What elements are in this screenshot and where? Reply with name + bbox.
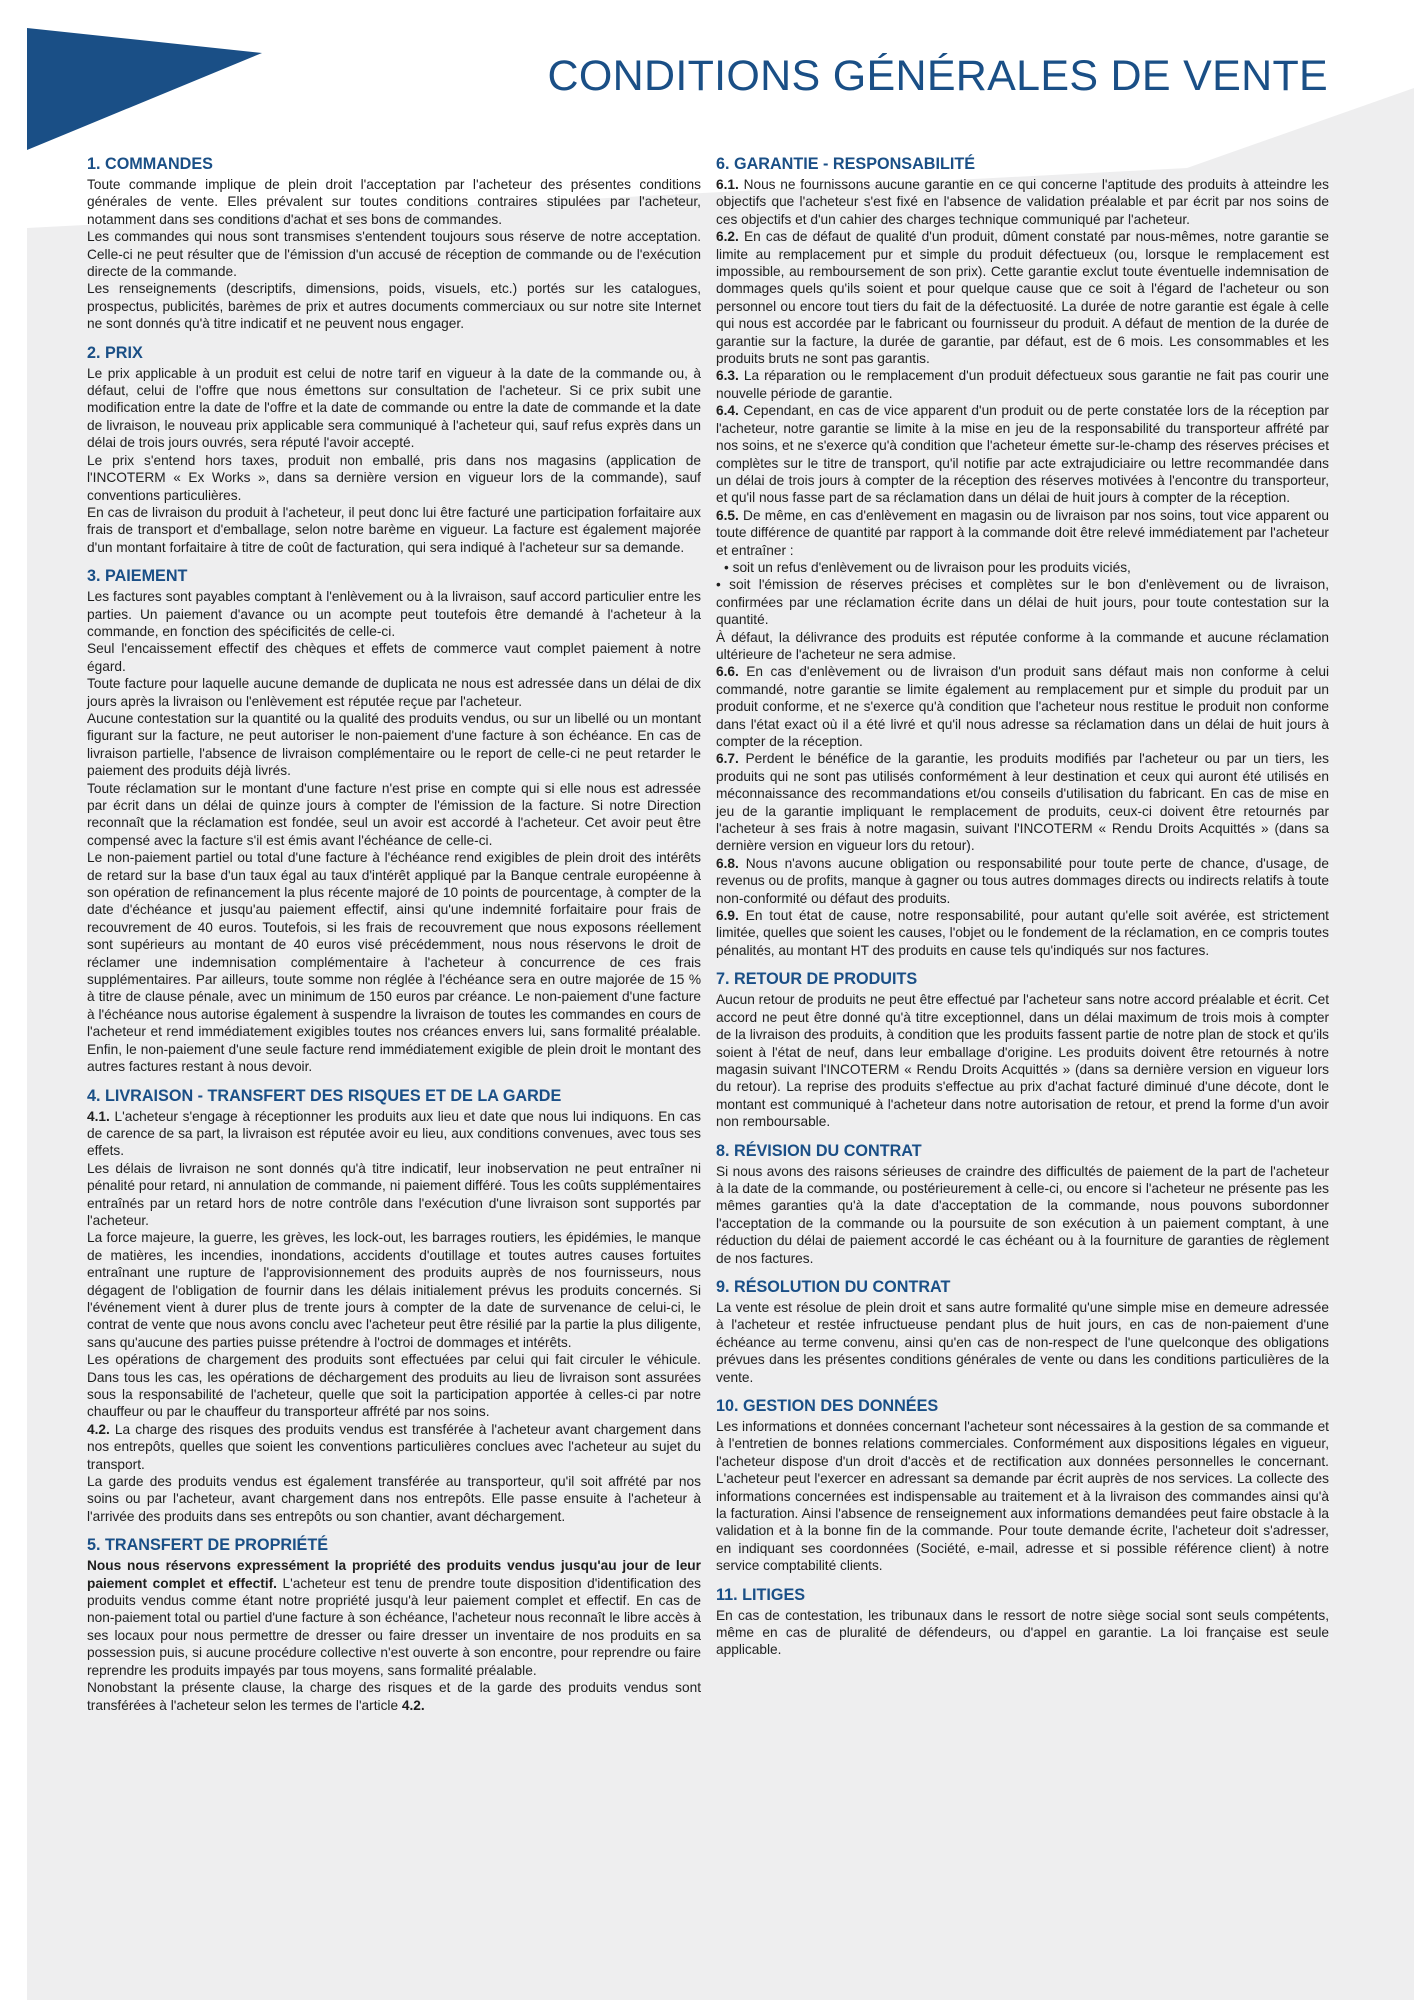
section-heading: 7. RETOUR DE PRODUITS [716,970,918,989]
paragraph [716,991,1329,1130]
paragraph-text: La garde des produits vendus est également transférée au transporteur, qu'il soit affrété par nos soins ou par l'acheteur, avant chargement dans nos entrepôts. Elle passe ensuite à l'acheteur à l'arrivée des produits dans ses entrepôts ou son chantier, avant déchargement. [87,1474,701,1524]
paragraph-text: Les informations et données concernant l'acheteur sont nécessaires à la gestion de sa commande et à l'entretien de bonnes relations commerciales. Conformément aux dispositions légales en vigueur, l'acheteur dispose d'un droit d'accès et de rectification aux données personnelles le concernant. L'acheteur peut l'exercer en adressant sa demande par écrit auprès de nos services. La collecte des informations concernées est indispensable au traitement et à la livraison des commandes ainsi qu'à la facturation. Ainsi l'absence de renseignement aux informations demandées peut faire obstacle à la validation et à la bonne fin de la commande. Pour toute demande écrite, l'acheteur doit s'adresser, en indiquant ses coordonnées (Société, e-mail, adresse et si possible référence client) à notre service comptabilité clients. [716,1419,1329,1574]
paragraph-text: Toute commande implique de plein droit l'acceptation par l'acheteur des présentes conditions générales de vente. Elles prévalent sur toutes conditions contraires stipulées par l'acheteur, notamment dans ses conditions d'achat et ses bons de commandes. [87,177,701,227]
section [716,1585,1329,1659]
section [87,566,701,1075]
section [716,154,1329,959]
paragraph-text: Si nous avons des raisons sérieuses de craindre des difficultés de paiement de la part de l'acheteur à la date de la commande, ou postérieurement à celle-ci, ou encore si l'acheteur ne présente pas les mêmes garanties qu'à la date d'acceptation de la commande, nous pouvons subordonner l'acceptation de la commande ou la poursuite de son exécution à un paiement comptant, à une réduction du délai de paiement accordé le cas échéant ou à la fourniture de garanties de règlement de nos factures. [716,1163,1329,1266]
section [87,154,701,333]
paragraph-lead: 6.7. [716,751,739,767]
paragraph-text: L'acheteur est tenu de prendre toute disposition d'identification des produits vendus comme étant notre propriété jusqu'à leur paiement complet et effectif. En cas de non-paiement total ou partiel d'une facture à son échéance, l'acheteur nous reconnaît le libre accès à ses locaux pour nous permettre de dresser ou faire dresser un inventaire de nos produits en sa possession puis, si aucune procédure collective n'est ouverte à son encontre, pour reprendre ou faire reprendre les produits impayés par tous moyens, sans formalité préalable. [87,1575,701,1678]
paragraph [87,176,701,228]
paragraph [87,1229,701,1351]
paragraph-text: Les renseignements (descriptifs, dimensions, poids, visuels, etc.) portés sur les catalogues, prospectus, publicités, barèmes de prix et autres documents commerciaux ou sur notre site Internet ne sont donnés qu'à titre indicatif et ne peuvent nous engager. [87,281,701,332]
paragraph-text: Toute facture pour laquelle aucune demande de duplicata ne nous est adressée dans un délai de dix jours après la livraison ou l'enlèvement est réputée reçue par l'acheteur. [87,676,701,709]
section-heading: 5. TRANSFERT DE PROPRIÉTÉ [87,1536,329,1555]
paragraph-text: • soit l'émission de réserves précises et complètes sur le bon d'enlèvement ou de livraison, confirmées par une réclamation écrite dans un délai de huit jours, pour toute contestation sur la quantité. [716,577,1329,628]
paragraph-text: Les factures sont payables comptant à l'enlèvement ou à la livraison, sauf accord particulier entre les parties. Un paiement d'avance ou un acompte peut toutefois être demandé à l'acheteur à la commande, en fonction des spécificités de celle-ci. [87,589,701,639]
paragraph-text: Les délais de livraison ne sont donnés qu'à titre indicatif, leur inobservation ne peut entraîner ni pénalité pour retard, ni annulation de commande, ni paiement différé. Tous les coûts supplémentaires entraînés par un retard hors de notre contrôle dans l'exécution d'une livraison sont supportés par l'acheteur. [87,1160,701,1228]
section [87,1086,701,1526]
paragraph-text: La vente est résolue de plein droit et sans autre formalité qu'une simple mise en demeure adressée à l'acheteur et restée infructueuse pendant plus de huit jours, en cas de non-paiement d'une échéance au terme convenu, ainsi qu'en cas de non-respect de l'une quelconque des obligations prévues dans les présentes conditions générales de vente ou dans les conditions particulières de la vente. [716,1299,1329,1385]
paragraph-lead: 4.1. [87,1108,110,1124]
paragraph-lead: 6.2. [716,229,739,245]
paragraph [716,855,1329,907]
section-heading: 11. LITIGES [716,1585,806,1604]
paragraph-text: L'acheteur s'engage à réceptionner les produits aux lieu et date que nous lui indiquons. En cas de carence de sa part, la livraison est réputée avoir eu lieu, aux conditions convenues, avec tous ses effets. [87,1108,701,1159]
paragraph [87,504,701,556]
paragraph [716,750,1329,854]
paragraph [716,907,1329,959]
section-heading: 6. GARANTIE - RESPONSABILITÉ [716,155,976,173]
paragraph [87,228,701,280]
section-heading: 3. PAIEMENT [87,567,188,586]
section-heading: 9. RÉSOLUTION DU CONTRAT [716,1277,951,1296]
paragraph-text: Nous n'avons aucune obligation ou responsabilité pour toute perte de chance, d'usage, de revenus ou de profits, manque à gagner ou tous autres dommages directs ou indirects relatifs à toute non-conformité ou défaut des produits. [716,855,1329,906]
section [87,343,701,556]
paragraph [716,1418,1329,1575]
paragraph-lead: 6.1. [716,177,739,192]
paragraph [87,452,701,504]
paragraph-text: La force majeure, la guerre, les grèves, les lock-out, les barrages routiers, les épidémies, le manque de matières, les incendies, inondations, accidents d'outillage et toutes autres causes fortuites entraînant une rupture de l'approvisionnement des produits auprès de nos fournisseurs, nous dégagent de l'obligation de fournir dans les délais initialement prévus les produits concernés. Si l'événement vient à durer plus de trente jours à compter de la date de survenance de celui-ci, le contrat de vente que nous avons conclu avec l'acheteur peut être résilié par la partie la plus diligente, sans qu'aucune des parties puisse prétendre à l'octroi de dommages et intérêts. [87,1230,701,1350]
paragraph-text: Seul l'encaissement effectif des chèques et effets de commerce vaut complet paiement à notre égard. [87,641,701,674]
paragraph-text: Nonobstant la présente clause, la charge des risques et de la garde des produits vendus sont transférées à l'acheteur selon les termes de l'article [87,1680,701,1713]
paragraph [87,710,701,780]
paragraph-lead: 6.4. [716,403,739,419]
paragraph [87,1421,701,1473]
paragraph [716,629,1329,664]
paragraph [87,1679,701,1714]
paragraph [716,1163,1329,1267]
paragraph-text: Aucune contestation sur la quantité ou la qualité des produits vendus, ou sur un libellé ou un montant figurant sur la facture, ne peut autoriser le non-paiement d'une facture à son échéance. En cas de livraison partielle, l'absence de livraison complémentaire ou le report de celle-ci ne peut retarder le paiement des produits déjà livrés. [87,710,701,779]
paragraph-text: En cas de livraison du produit à l'acheteur, il peut donc lui être facturé une participation forfaitaire aux frais de transport et d'emballage, selon notre barème en vigueur. La facture est également majorée d'un montant forfaitaire à titre de coût de facturation, qui sera indiqué à l'acheteur sur sa demande. [87,504,701,555]
section-heading: 10. GESTION DES DONNÉES [716,1397,939,1415]
paragraph-text: Le prix applicable à un produit est celui de notre tarif en vigueur à la date de la commande ou, à défaut, celui de l'offre que nous émettons sur consultation de l'acheteur. Si ce prix subit une modification entre la date de l'offre et la date de commande ou entre la date de commande et la date de livraison, le nouveau prix applicable sera communiqué à l'acheteur qui, sauf refus exprès dans un délai de trois jours ouvrés, sera réputé l'avoir accepté. [87,365,701,451]
paragraph-text: Le prix s'entend hors taxes, produit non emballé, pris dans nos magasins (application de l'INCOTERM « Ex Works », dans sa dernière version en vigueur lors de la commande), sauf conventions particulières. [87,452,701,503]
paragraph [87,640,701,675]
paragraph-text: Le non-paiement partiel ou total d'une facture à l'échéance rend exigibles de plein droit des intérêts de retard sur la base d'un taux égal au taux d'intérêt appliqué par la Banque centrale européenne à son opération de refinancement la plus récente majoré de 10 points de pourcentage, à compter de la date d'échéance et jusqu'au paiement effectif, ainsi qu'une indemnité forfaitaire pour frais de recouvrement de 40 euros. Toutefois, si les frais de recouvrement que nous exposons réellement sont supérieurs au montant de 40 euros visé précédemment, nous nous réservons le droit de réclamer une indemnisation complémentaire à l'acheteur à concurrence de ces frais supplémentaires. Par ailleurs, toute somme non réglée à l'échéance sera en outre majorée de 15 % à titre de clause pénale, avec un minimum de 150 euros par créance. Le non-paiement d'une facture à l'échéance nous autorise également à suspendre la livraison de toutes les commandes en cours de l'acheteur et rend immédiatement exigibles toutes nos créances envers lui, sans formalité préalable. Enfin, le non-paiement d'une seule facture rend immédiatement exigible de plein droit le montant des autres factures restant à nous devoir. [87,850,701,1075]
paragraph-lead: 6.3. [716,368,739,384]
paragraph [87,1473,701,1525]
section-heading: 2. PRIX [87,343,143,362]
paragraph-text: Toute réclamation sur le montant d'une facture n'est prise en compte qui si elle nous est adressée par écrit dans un délai de quinze jours à compter de l'émission de la facture. Si notre Direction reconnaît que la réclamation est fondée, seul un avoir est accordé à l'acheteur. Cet avoir peut être compensé avec la facture s'il est émis avant l'échéance de celle-ci. [87,780,701,848]
left-column [87,154,701,1724]
paragraph [716,367,1329,402]
paragraph-text: De même, en cas d'enlèvement en magasin ou de livraison par nos soins, tout vice apparent ou toute différence de quantité par rapport à la commande doit être relevé immédiatement par l'acheteur et entraîner : [716,507,1329,558]
paragraph-text: Cependant, en cas de vice apparent d'un produit ou de perte constatée lors de la réception par l'acheteur, notre garantie se limite à la mise en jeu de la responsabilité du transporteur affrété par nos soins, et ne s'exerce qu'à condition que l'acheteur émette sur-le-champ des réserves précises et complètes sur le titre de transport, qu'il notifie par acte extrajudiciaire ou lettre recommandée dans un délai de trois jours à compter de la réception des réserves motivées à l'encontre du transporteur, et qu'il nous fasse part de sa réclamation dans un délai de huit jours à compter de la réception. [716,403,1329,506]
section [716,1141,1329,1267]
paragraph [716,176,1329,228]
paragraph [87,365,701,452]
paragraph-text: En tout état de cause, notre responsabilité, pour autant qu'elle soit avérée, est strictement limitée, quelles que soient les causes, l'objet ou le fondement de la réclamation, en ce compris toutes pénalités, au montant HT des produits en cause tels qu'indiqués sur nos factures. [716,908,1329,958]
paragraph [87,588,701,640]
paragraph [87,1557,701,1679]
section-heading: 1. COMMANDES [87,155,213,173]
paragraph-text: En cas de défaut de qualité d'un produit, dûment constaté par nous-mêmes, notre garantie se limite au remplacement pur et simple du produit défectueux (ou, lorsque le remplacement est impossible, au remboursement de son prix). Cette garantie exclut toute éventuelle indemnisation de dommages quels qu'ils soient et pour quelque cause que ce soit à l'égard de l'acheteur ou son personnel ou encore tout tiers du fait de la défectuosité. La durée de notre garantie est égale à celle qui nous est accordée par le fabricant ou fournisseur du produit. A défaut de mention de la durée de garantie sur la facture, la durée de garantie, par défaut, est de 6 mois. Les consommables et les produits bruts ne sont pas garantis. [716,229,1329,367]
section-heading: 8. RÉVISION DU CONTRAT [716,1141,922,1160]
page-title: CONDITIONS GÉNÉRALES DE VENTE [547,52,1328,100]
paragraph [87,1108,701,1160]
paragraph [87,849,701,1075]
paragraph-text: La charge des risques des produits vendus est transférée à l'acheteur avant chargement dans nos entrepôts, quelles que soient les conventions particulières conclues avec l'acheteur au sujet du transport. [87,1421,701,1472]
paragraph-tail: 4.2. [401,1697,425,1713]
section [716,969,1329,1130]
paragraph [716,507,1329,559]
section-heading: 4. LIVRAISON - TRANSFERT DES RISQUES ET DE LA GARDE [87,1086,562,1105]
paragraph-lead: 4.2. [87,1421,110,1437]
right-column [716,154,1329,1669]
paragraph [716,1299,1329,1386]
paragraph-text: Les opérations de chargement des produits sont effectuées par celui qui fait circuler le véhicule. Dans tous les cas, les opérations de déchargement des produits au lieu de livraison sont assurées sous la responsabilité de l'acheteur, quelle que soit la participation apportée à celles-ci par notre chauffeur ou par le chauffeur du transporteur affrété par nos soins. [87,1352,701,1420]
paragraph-text: • soit un refus d'enlèvement ou de livraison pour les produits viciés, [724,559,1131,575]
paragraph-lead: Nous nous réservons expressément la propriété des produits vendus jusqu'au jour de leur paiement complet et effectif. [87,1558,701,1591]
paragraph [716,228,1329,367]
paragraph-text: Les commandes qui nous sont transmises s'entendent toujours sous réserve de notre acceptation. Celle-ci ne peut résulter que de l'émission d'un accusé de réception de commande ou de l'exécution directe de la commande. [87,229,701,280]
paragraph [87,280,701,332]
paragraph-lead: 6.9. [716,908,739,924]
paragraph [716,576,1329,628]
paragraph [87,780,701,850]
paragraph-lead: 6.6. [716,664,739,680]
paragraph [87,675,701,710]
paragraph [87,1351,701,1421]
section [716,1396,1329,1575]
paragraph-text: En cas de contestation, les tribunaux dans le ressort de notre siège social sont seuls compétents, même en cas de pluralité de défendeurs, ou d'appel en garantie. La loi française est seule applicable. [716,1607,1329,1658]
paragraph [716,663,1329,750]
paragraph-lead: 6.5. [716,507,739,523]
paragraph-text: Perdent le bénéfice de la garantie, les produits modifiés par l'acheteur ou par un tiers, les produits qui ne sont pas utilisés conformément à leur destination et ceux qui auront été utilisés en méconnaissance des recommandations et/ou conseils d'utilisation du fabricant. En cas de mise en jeu de la garantie impliquant le remplacement de produits, ceux-ci doivent être retournés par l'acheteur à ses frais à notre magasin, suivant l'INCOTERM « Rendu Droits Acquittés » (dans sa dernière version en vigueur lors du retour). [716,751,1329,854]
paragraph [87,1160,701,1230]
paragraph [716,559,1329,576]
paragraph-text: Nous ne fournissons aucune garantie en ce qui concerne l'aptitude des produits à atteindre les objectifs que l'acheteur s'est fixé en l'absence de validation préalable et par écrit par nos soins de ces objectifs et d'un cahier des charges technique communiqué par l'acheteur. [716,177,1329,227]
paragraph-text: En cas d'enlèvement ou de livraison d'un produit sans défaut mais non conforme à celui commandé, notre garantie se limite également au remplacement pur et simple du produit par un produit conforme, et ne s'exerce qu'à condition que l'acheteur nous restitue le produit non conforme dans l'état exact où il a été livré et qu'il nous adresse sa réclamation dans un délai de huit jours à compter de la réception. [716,664,1329,749]
paragraph-text: Aucun retour de produits ne peut être effectué par l'acheteur sans notre accord préalable et écrit. Cet accord ne peut être donné qu'à titre exceptionnel, dans un délai maximum de trois mois à compter de la livraison des produits, à condition que les produits fassent partie de notre plan de stock et qu'ils soient à l'état de neuf, dans leur emballage d'origine. Les produits doivent être retournés à notre magasin suivant l'INCOTERM « Rendu Droits Acquittés » (dans sa dernière version en vigueur lors du retour). La reprise des produits s'effectue au prix d'achat facturé diminué d'une décote, dont le montant est communiqué à l'acheteur dans notre autorisation de retour, et prend la forme d'un avoir non remboursable. [716,992,1329,1130]
section [87,1535,701,1714]
paragraph-text: La réparation ou le remplacement d'un produit défectueux sous garantie ne fait pas courir une nouvelle période de garantie. [716,368,1329,401]
paragraph [716,402,1329,506]
paragraph-text: À défaut, la délivrance des produits est réputée conforme à la commande et aucune réclamation ultérieure de l'acheteur ne sera admise. [716,629,1329,662]
section [716,1277,1329,1386]
paragraph [716,1607,1329,1659]
corner-triangle-logo [27,28,262,150]
paragraph-lead: 6.8. [716,855,739,871]
